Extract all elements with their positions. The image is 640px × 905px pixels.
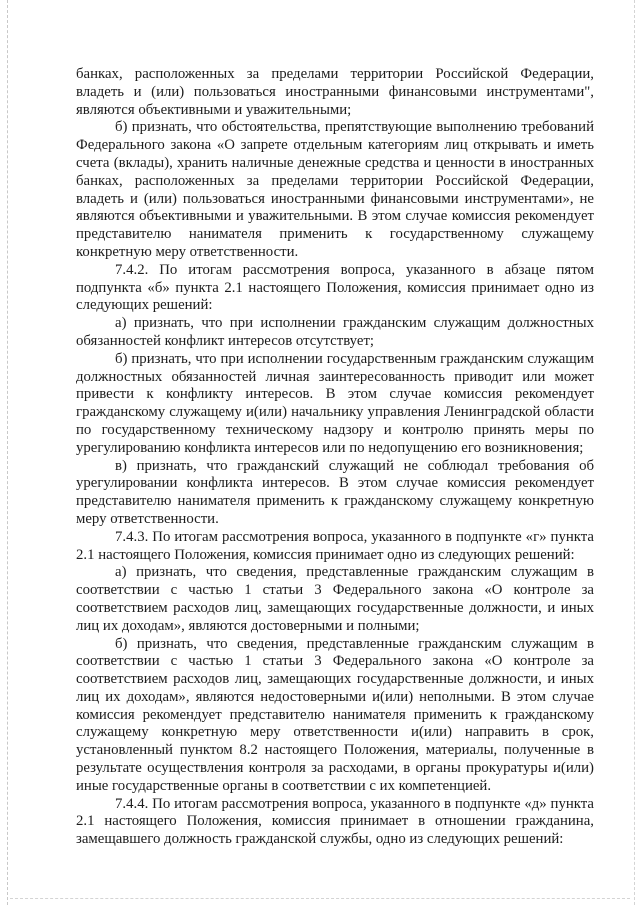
paragraph-7-4-4: 7.4.4. По итогам рассмотрения вопроса, указанного в подпункте «д» пункта 2.1 настоящего Положения, комиссия принимает в отношении гражданина, замещавшего должность гражданской службы, одно из следующих решений: [76,795,594,848]
paragraph-7-4-3-a: а) признать, что сведения, представленные гражданским служащим в соответствии с частью 1 статьи 3 Федерального закона «О контроле за соответствием расходов лиц, замещающих государственные должности, и иных лиц их доходам», являются достоверными и полными; [76,564,594,634]
paragraph-7-4-2-b: б) признать, что при исполнении государственным гражданским служащим должностных обязанностей личная заинтересованность приводит или может привести к конфликту интересов. В этом случае комиссия рекомендует гражданскому служащему и(или) начальнику управления Ленинградской области по государственному техническому надзору и контролю принять меры по урегулированию конфликта интересов или по недопущению его возникновения; [76,350,594,456]
paragraph-7-4-2-a: а) признать, что при исполнении гражданским служащим должностных обязанностей конфликт интересов отсутствует; [76,315,594,349]
page-edge-left [7,0,8,905]
paragraph-7-4-3-b: б) признать, что сведения, представленные гражданским служащим в соответствии с частью 1 статьи 3 Федерального закона «О контроле за соответствием расходов лиц, замещающих государственные должности, и иных лиц их доходам», являются недостоверными и(или) неполными. В этом случае комиссия рекомендует представителю нанимателя применить к гражданскому служащему конкретную меру ответственности и(или) направить в срок, установленный пунктом 8.2 настоящего Положения, материалы, полученные в результате осуществления контроля за расходами, в органы прокуратуры и(или) иные государственные органы в соответствии с их компетенцией. [76,635,594,794]
paragraph-item-b-foreign-assets: б) признать, что обстоятельства, препятствующие выполнению требований Федерального закона «О запрете отдельным категориям лиц открывать и иметь счета (вклады), хранить наличные денежные средства и ценности в иностранных банках, расположенных за пределами территории Российской Федерации, владеть и (или) пользоваться иностранными финансовыми инструментами», не являются объективными и уважительными. В этом случае комиссия рекомендует представителю нанимателя применить к государственному служащему конкретную меру ответственности. [76,119,594,260]
paragraph-7-4-2-v: в) признать, что гражданский служащий не соблюдал требования об урегулировании конфликта интересов. В этом случае комиссия рекомендует представителю нанимателя применить к гражданскому служащему конкретную меру ответственности. [76,457,594,527]
page-edge-right [634,0,635,905]
paragraph-7-4-3: 7.4.3. По итогам рассмотрения вопроса, указанного в подпункте «г» пункта 2.1 настоящего Положения, комиссия принимает одно из следующих решений: [76,528,594,563]
document-body [76,66,594,849]
paragraph-continuation: банках, расположенных за пределами территории Российской Федерации, владеть и (или) пользоваться иностранными финансовыми инструментами", являются объективными и уважительными; [76,66,594,118]
paragraph-7-4-2: 7.4.2. По итогам рассмотрения вопроса, указанного в абзаце пятом подпункта «б» пункта 2.1 настоящего Положения, комиссия принимает одно из следующих решений: [76,261,594,314]
page-edge-bottom [10,898,630,899]
